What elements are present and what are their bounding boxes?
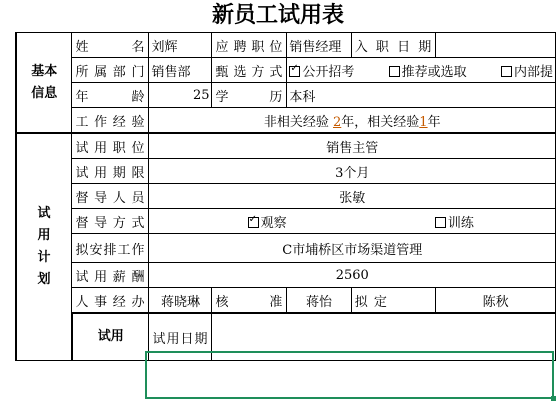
supervise-options (149, 209, 556, 234)
draft-label: 拟 定 (351, 288, 436, 314)
edu-value[interactable]: 本科 (287, 83, 556, 108)
exp-value[interactable]: 非相关经验 2年，相关经验1年 (149, 108, 556, 134)
join-date-label: 入 职 日 期 (351, 33, 436, 58)
checkbox-icon[interactable] (435, 217, 446, 228)
exp-label: 工作经验 (72, 108, 149, 134)
supervisor-value[interactable]: 张敏 (149, 184, 556, 209)
section-basic-info: 基本信息 (16, 33, 72, 134)
position-value[interactable]: 销售经理 (287, 33, 351, 58)
salary-value[interactable]: 2560 (149, 263, 556, 288)
supervise-option-train[interactable]: 训练 (435, 216, 474, 231)
method-option-internal[interactable]: 内部提 (501, 65, 553, 80)
trial-period-label: 试用期限 (72, 159, 149, 184)
draft-value[interactable]: 陈秋 (436, 288, 556, 314)
name-label: 姓 名 (72, 33, 149, 58)
trial-position-label: 试用职位 (72, 133, 149, 159)
method-option-public[interactable]: ✓ 公开招考 (289, 65, 354, 80)
edu-label: 学 历 (212, 83, 287, 108)
checkbox-checked-icon[interactable] (289, 66, 300, 77)
dept-value[interactable]: 销售部 (149, 58, 212, 83)
method-option-recommend[interactable]: 推荐或选取 (389, 65, 467, 80)
trial-date-label: 试用日期 (149, 313, 212, 361)
salary-label: 试用薪酬 (72, 263, 149, 288)
name-value[interactable]: 刘辉 (149, 33, 212, 58)
employee-trial-form (15, 32, 556, 361)
approve-value[interactable]: 蒋怡 (287, 288, 351, 314)
hr-value[interactable]: 蒋晓琳 (149, 288, 212, 314)
checkbox-icon[interactable] (389, 66, 400, 77)
supervise-method-label: 督导方式 (72, 209, 149, 234)
page-title: 新员工试用表 (211, 3, 344, 28)
supervise-option-observe[interactable]: ✓ 观察 (248, 216, 287, 231)
join-date-value[interactable] (436, 33, 556, 58)
trial-period-value[interactable]: 3个月 (149, 159, 556, 184)
arrangement-value[interactable]: C市埔桥区市场渠道管理 (149, 234, 556, 263)
method-options (287, 58, 556, 83)
trial-date-value[interactable] (212, 313, 556, 361)
position-label: 应聘职位 (212, 33, 287, 58)
section-trial-plan: 试用计划 (16, 133, 72, 361)
arrangement-label: 拟安排工作 (72, 234, 149, 263)
section-trial: 试用 (72, 313, 149, 361)
approve-label: 核 准 (212, 288, 287, 314)
supervisor-label: 督导人员 (72, 184, 149, 209)
age-label: 年 龄 (72, 83, 149, 108)
hr-label: 人事经办 (72, 288, 149, 314)
checkbox-icon[interactable] (501, 66, 512, 77)
checkbox-checked-icon[interactable] (248, 217, 259, 228)
trial-position-value[interactable]: 销售主管 (149, 133, 556, 159)
dept-label: 所属部门 (72, 58, 149, 83)
method-label: 甄选方式 (212, 58, 287, 83)
age-value[interactable]: 25 (149, 83, 212, 108)
